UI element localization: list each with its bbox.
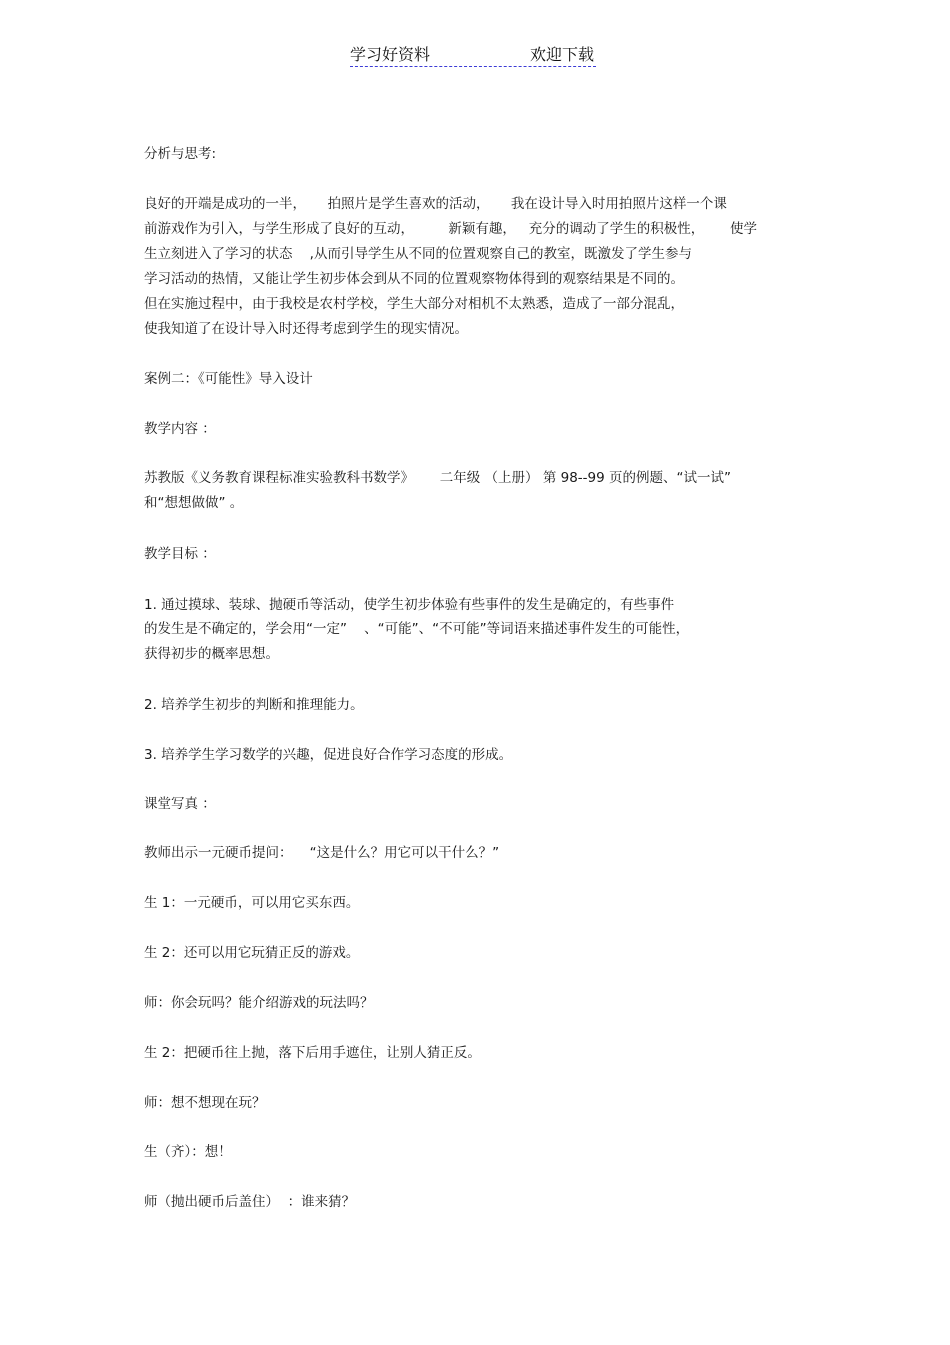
section-heading-goals: 教学目标 ： [144, 546, 216, 562]
text-line: 前游戏作为引入，与学生形成了良好的互动， 新颖有趣， 充分的调动了学生的积极性， 使学 [144, 221, 757, 237]
text-line: 3. 培养学生学习数学的兴趣，促进良好合作学习态度的形成。 [144, 747, 513, 763]
text-line: 使我知道了在设计导入时还得考虑到学生的现实情况。 [144, 321, 468, 337]
dialogue-line: 生（齐）：想！ [144, 1144, 232, 1160]
text-line: 但在实施过程中，由于我校是农村学校，学生大部分对相机不太熟悉，造成了一部分混乱， [144, 296, 684, 312]
text-line: 学习活动的热情，又能让学生初步体会到从不同的位置观察物体得到的观察结果是不同的。 [144, 271, 684, 287]
text-line: 2. 培养学生初步的判断和推理能力。 [144, 697, 364, 713]
header-left-text: 学习好资料 [350, 45, 431, 64]
text-line: 和“想想做做” 。 [144, 495, 244, 511]
header-right-text: 欢迎下载 [529, 45, 594, 64]
dialogue-line: 师（抛出硬币后盖住） ：谁来猜？ [144, 1194, 356, 1210]
dialogue-line: 教师出示一元硬币提问： “这是什么？用它可以干什么？” [144, 845, 500, 861]
section-heading-classroom: 课堂写真 ： [144, 796, 216, 812]
dialogue-line: 生 2：把硬币往上抛，落下后用手遮住，让别人猜正反。 [144, 1045, 481, 1061]
text-line: 生立刻进入了学习的状态 ,从而引导学生从不同的位置观察自己的教室，既激发了学生参与 [144, 246, 692, 262]
dialogue-line: 师：你会玩吗？能介绍游戏的玩法吗？ [144, 995, 374, 1011]
text-line: 苏教版《义务教育课程标准实验教科书数学》 二年级 （上册） 第 98--99 页的例题、“试一试” [144, 470, 731, 486]
dialogue-line: 生 1：一元硬币，可以用它买东西。 [144, 895, 360, 911]
dialogue-line: 师：想不想现在玩？ [144, 1095, 266, 1111]
case-title: 案例二：《可能性》导入设计 [144, 371, 313, 387]
text-line: 1. 通过摸球、装球、抛硬币等活动，使学生初步体验有些事件的发生是确定的，有些事件 [144, 597, 675, 613]
text-line: 获得初步的概率思想。 [144, 646, 279, 662]
text-line: 的发生是不确定的，学会用“一定” 、“可能”、“不可能”等词语来描述事件发生的可能性， [144, 621, 690, 637]
text-line: 良好的开端是成功的一半， 拍照片是学生喜欢的活动， 我在设计导入时用拍照片这样一个课 [144, 196, 727, 212]
dialogue-line: 生 2：还可以用它玩猜正反的游戏。 [144, 945, 360, 961]
section-heading-analysis: 分析与思考: [144, 146, 217, 162]
section-heading-content: 教学内容 ： [144, 421, 216, 437]
page-header [350, 40, 596, 67]
